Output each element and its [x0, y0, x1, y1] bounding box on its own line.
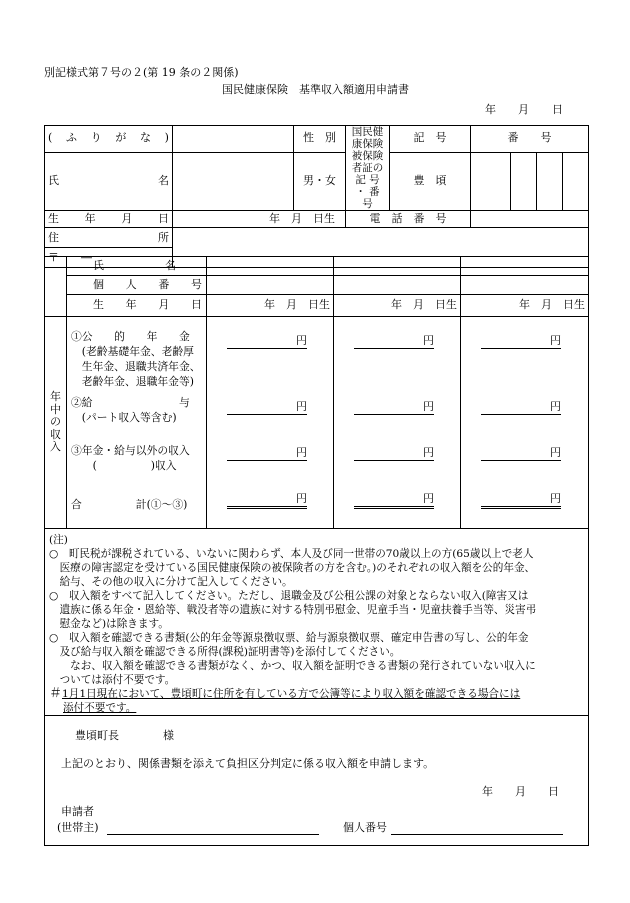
note-line: 及び給与収入額を確認できる所得(課税)証明書等)を添付してください。: [49, 646, 401, 658]
phone-label: 電 話 番 号: [346, 211, 471, 228]
member-1-pension-yen[interactable]: 円: [227, 335, 307, 349]
hash-mark: ＃: [49, 686, 63, 701]
date-day: 日: [552, 103, 563, 116]
note-line: 慰金など)は除きます。: [49, 618, 169, 630]
name-label: 氏 名: [45, 152, 173, 211]
note-line: ○ 収入額をすべて記入してください。ただし、退職金及び公租公課の対象とならない収入(障害又は: [49, 590, 529, 602]
note-line: ○ 町民税が課税されている、いないに関わらず、本人及び同一世帯の70歳以上の方(65歳以上で老人: [49, 548, 534, 560]
card-number-box-1[interactable]: [471, 152, 511, 211]
member-2-pension-yen[interactable]: 円: [354, 335, 434, 349]
dob-field[interactable]: 年 月 日生: [173, 211, 346, 228]
income-table: [44, 256, 589, 846]
furigana-field[interactable]: [173, 126, 294, 153]
date-year: 年: [485, 103, 496, 116]
insured-card-label: 国民健康保険 被保険者証の 記 号 ・ 番 号: [346, 126, 390, 211]
note-line: 遺族に係る年金・恩給等、戦没者等の遺族に対する特別弔慰金、児童手当・児童扶養手当等、災害弔: [49, 604, 537, 616]
application-date: 年 月 日: [482, 785, 559, 798]
income-row-other: ③年金・給与以外の収入 ( )収入: [71, 444, 190, 472]
member-name-label: 氏 名: [67, 257, 207, 276]
member-2-dob[interactable]: 年 月 日生: [334, 295, 461, 317]
member-3-pension-yen[interactable]: 円: [481, 335, 561, 349]
toyokoro-label: 豊 頃: [390, 152, 471, 211]
form-label: 別記様式第７号の２(第 19 条の２関係): [44, 66, 239, 79]
member-2-personal-number[interactable]: [334, 276, 461, 295]
member-1-name[interactable]: [207, 257, 334, 276]
note-hash-line: ＃1月1日現在において、豊頃町に住所を有している方で公簿等により収入額を確認できる場合には: [49, 686, 521, 701]
note-line: ついては添付不要です。: [49, 674, 176, 686]
member-3-personal-number[interactable]: [461, 276, 589, 295]
card-number-box-4[interactable]: [563, 152, 589, 211]
note-hash-line-2: 添付不要です。: [63, 702, 137, 714]
application-statement: 上記のとおり、関係書類を添えて負担区分判定に係る収入額を申請します。: [61, 757, 435, 770]
income-categories: [67, 317, 207, 529]
kigou-label: 記 号: [390, 126, 471, 153]
income-row-salary: ②給 与 (パート収入等含む): [71, 396, 190, 424]
postal-code[interactable]: 〒 ―: [45, 248, 173, 268]
name-field[interactable]: [173, 152, 294, 211]
applicant-header-table: [44, 125, 589, 268]
sex-value[interactable]: 男・女: [294, 152, 346, 211]
member-2-income: [334, 317, 461, 529]
furigana-label: ( ふ り が な ): [45, 126, 173, 153]
applicant-personal-number-line[interactable]: [391, 834, 563, 835]
application-box: [45, 716, 589, 846]
notes-heading: (注): [49, 534, 68, 546]
sex-label: 性 別: [294, 126, 346, 153]
phone-field[interactable]: [471, 211, 589, 228]
member-2-other-yen[interactable]: 円: [354, 447, 434, 461]
member-2-salary-yen[interactable]: 円: [354, 401, 434, 415]
income-row-pension: ①公 的 年 金 (老齢基礎年金、老齢厚 生年金、退職共済年金、 老齢年金、退職年金等): [71, 330, 201, 388]
member-2-name[interactable]: [334, 257, 461, 276]
address-label: 住 所: [45, 228, 173, 248]
member-1-personal-number[interactable]: [207, 276, 334, 295]
addressee: 豊頃町長 様: [75, 729, 174, 742]
dob-label: 生 年 月 日: [45, 211, 173, 228]
member-dob-label: 生 年 月 日: [67, 295, 207, 317]
member-3-dob[interactable]: 年 月 日生: [461, 295, 589, 317]
form-title: 国民健康保険 基準収入額適用申請書: [222, 83, 409, 96]
personal-number-label: 個 人 番 号: [67, 276, 207, 295]
note-line: 医療の障害認定を受けている国民健康保険の被保険者の方を含む。)のそれぞれの収入額を公的年金、: [49, 562, 536, 574]
notes-box: [45, 529, 589, 716]
annual-income-side-label: 年 中 の 収 入: [45, 317, 67, 529]
householder-label: (世帯主): [57, 821, 99, 834]
member-3-name[interactable]: [461, 257, 589, 276]
note-line: ○ 収入額を確認できる書類(公的年金等源泉徴収票、給与源泉徴収票、確定申告書の写し、公的年金: [49, 632, 529, 644]
bangou-label: 番 号: [471, 126, 589, 153]
header-corner: [45, 257, 67, 317]
note-line: なお、収入額を確認できる書類がなく、かつ、収入額を証明できる書類の発行されていない収入に: [49, 660, 536, 672]
member-3-salary-yen[interactable]: 円: [481, 401, 561, 415]
householder-signature-line[interactable]: [107, 834, 319, 835]
member-1-dob[interactable]: 年 月 日生: [207, 295, 334, 317]
member-2-total-yen[interactable]: 円: [354, 493, 434, 509]
member-3-other-yen[interactable]: 円: [481, 447, 561, 461]
member-1-income: [207, 317, 334, 529]
applicant-label: 申請者: [61, 805, 94, 818]
member-3-income: [461, 317, 589, 529]
applicant-personal-number-label: 個人番号: [343, 821, 387, 834]
member-1-salary-yen[interactable]: 円: [227, 401, 307, 415]
date-month: 月: [518, 103, 529, 116]
income-row-total: 合 計(①～③): [71, 498, 188, 511]
note-line: 給与、その他の収入に分けて記入してください。: [49, 576, 293, 588]
card-number-box-3[interactable]: [537, 152, 563, 211]
member-3-total-yen[interactable]: 円: [481, 493, 561, 509]
card-number-box-2[interactable]: [511, 152, 537, 211]
member-1-total-yen[interactable]: 円: [227, 493, 307, 509]
member-1-other-yen[interactable]: 円: [227, 447, 307, 461]
